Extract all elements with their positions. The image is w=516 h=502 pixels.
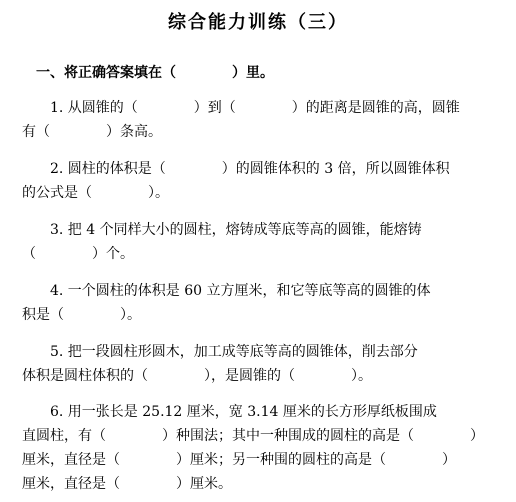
question-6-line-3: 厘米，直径是（ ）厘米；另一种围的圆柱的高是（ ）: [22, 452, 456, 468]
question-5-line-1: 5. 把一段圆柱形圆木，加工成等底等高的圆锥体，削去部分: [50, 344, 418, 360]
question-6: [22, 400, 502, 496]
question-4: [22, 279, 502, 327]
question-3-line-2: （ ）个。: [22, 246, 134, 262]
question-2-line-1: 2. 圆柱的体积是（ ）的圆锥体积的 3 倍，所以圆锥体积: [50, 161, 450, 177]
question-5: [22, 340, 502, 388]
question-6-line-2: 直圆柱，有（ ）种围法；其中一种围成的圆柱的高是（ ）: [22, 428, 484, 444]
question-3-line-1: 3. 把 4 个同样大小的圆柱，熔铸成等底等高的圆锥，能熔铸: [50, 222, 422, 238]
question-6-line-1: 6. 用一张长是 25.12 厘米，宽 3.14 厘米的长方形厚纸板围成: [50, 404, 437, 420]
question-5-line-2: 体积是圆柱体积的（ ），是圆锥的（ ）。: [22, 368, 372, 384]
question-6-line-4: 厘米，直径是（ ）厘米。: [22, 476, 232, 492]
page-title: 综合能力训练（三）: [168, 12, 348, 33]
question-2-line-2: 的公式是（ ）。: [22, 185, 169, 201]
question-1-line-1: 1. 从圆锥的（ ）到（ ）的距离是圆锥的高，圆锥: [50, 100, 460, 116]
question-1-line-2: 有（ ）条高。: [22, 124, 162, 140]
question-4-line-1: 4. 一个圆柱的体积是 60 立方厘米，和它等底等高的圆锥的体: [50, 283, 431, 299]
question-1: [22, 96, 502, 144]
question-3: [22, 218, 502, 266]
question-4-line-2: 积是（ ）。: [22, 307, 141, 323]
section-heading: 一、将正确答案填在（ ）里。: [36, 65, 274, 81]
question-2: [22, 157, 502, 205]
